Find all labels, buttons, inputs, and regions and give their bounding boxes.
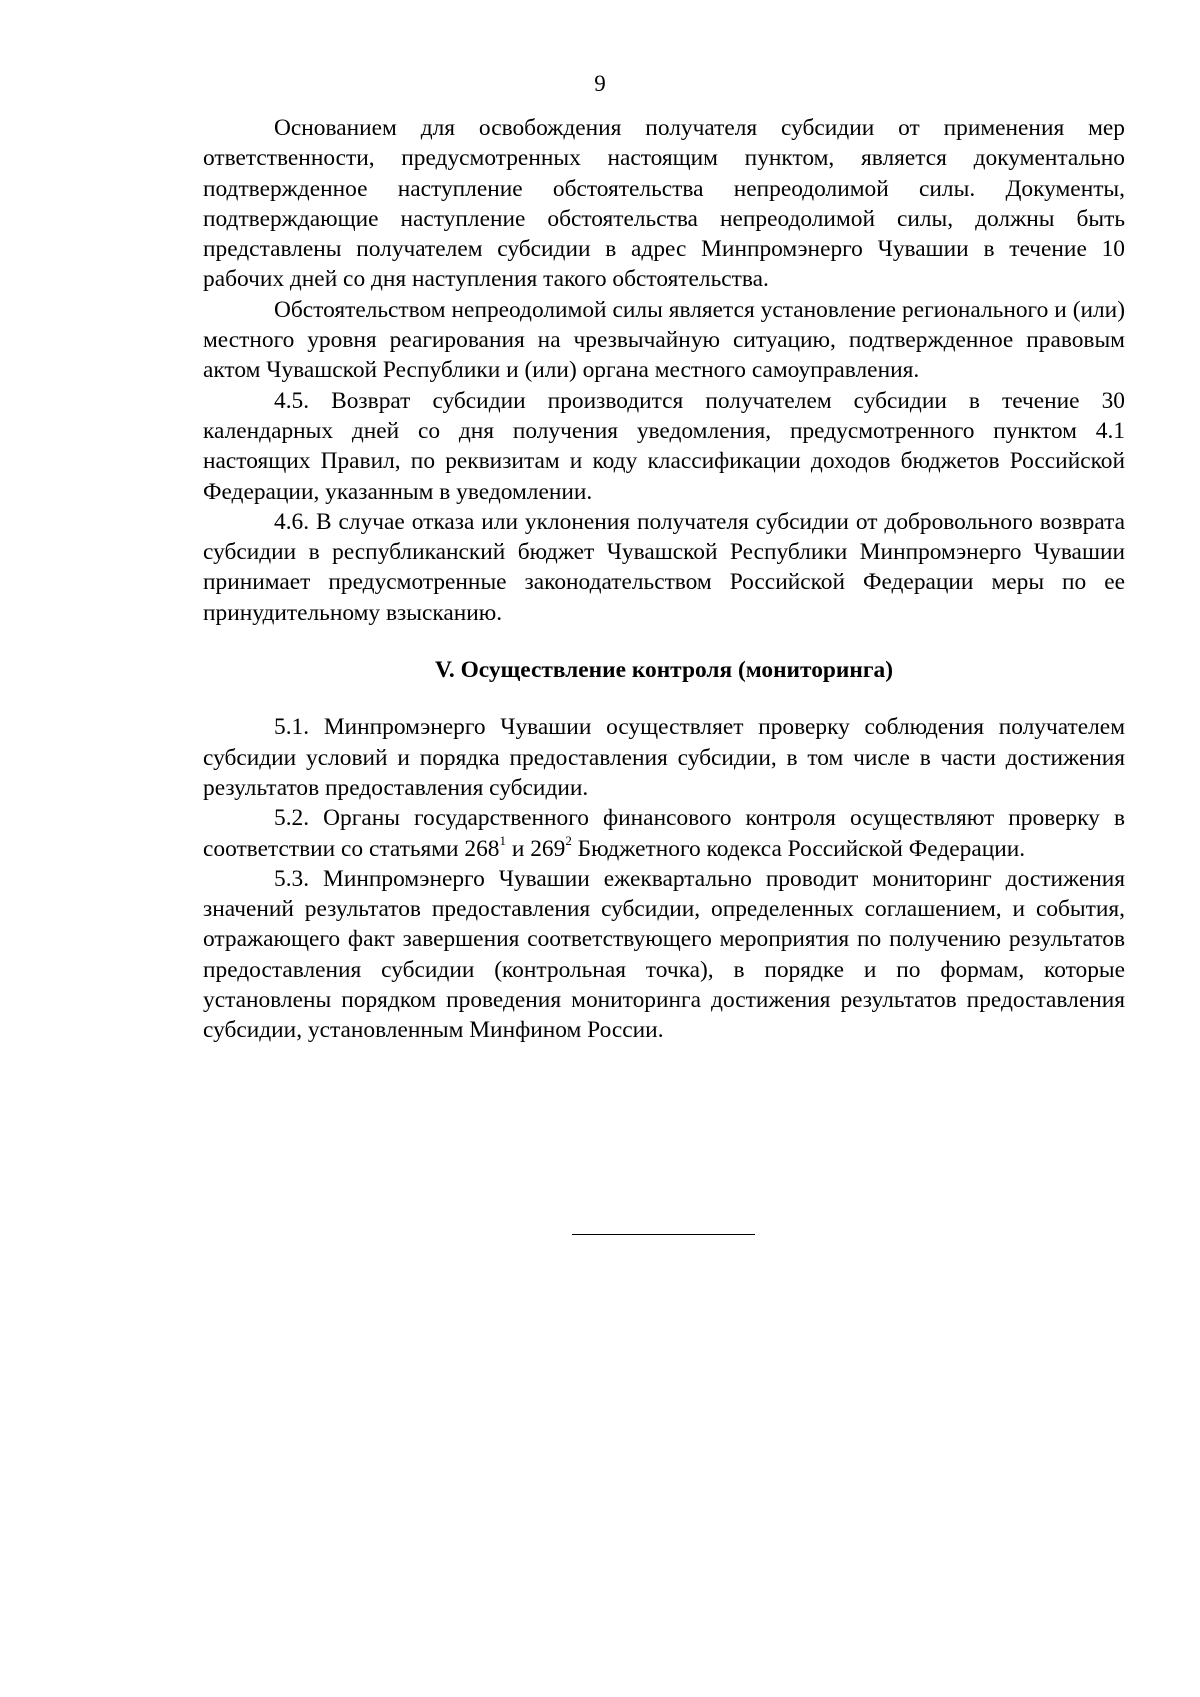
paragraph-5-2-text-middle: и 269 [506,835,566,862]
paragraph-4-5: 4.5. Возврат субсидии производится получателем субсидии в течение 30 календарных дней со дня получения уведомления, предусмотренного пунктом 4.1 настоящих Правил, по реквизитам и коду классификации доходов бюджетов Российской Федерации, указанным в уведомлении. [203,387,1125,505]
paragraph-5-2-text-start: 5.2. Органы государственного финансового контроля осуществляют проверку в соответствии со статьями 268 [203,805,1125,862]
section-title-monitoring: V. Осуществление контроля (мониторинга) [435,657,893,684]
paragraph-5-2-text-end: Бюджетного кодекса Российской Федерации. [571,835,1026,862]
end-of-document-rule [572,1234,755,1235]
paragraph-5-3: 5.3. Минпромэнерго Чувашии ежеквартально проводит мониторинг достижения значений результатов предоставления субсидии, определенных соглашением, и события, отражающего факт завершения соответствующего мероприятия по получению результатов предоставления субсидии (контрольная точка), в порядке и по формам, которые установлены порядком проведения мониторинга достижения результатов предоставления субсидии, установленным Минфином России. [203,865,1125,1044]
page-number: 9 [594,71,606,96]
paragraph-5-1: 5.1. Минпромэнерго Чувашии осуществляет проверку соблюдения получателем субсидии условий и порядка предоставления субсидии, в том числе в части достижения результатов предоставления субсидии. [203,714,1125,801]
footnote-superscript-1: 1 [499,832,507,848]
document-body [203,113,1125,1046]
paragraph-force-majeure-exemption: Основанием для освобождения получателя субсидии от применения мер ответственности, предусмотренных настоящим пунктом, является документально подтвержденное наступление обстоятельства непреодолимой силы. Документы, подтверждающие наступление обстоятельства непреодолимой силы, должны быть представлены получателем субсидии в адрес Минпромэнерго Чувашии в течение 10 рабочих дней со дня наступления такого обстоятельства. [203,115,1125,293]
paragraph-force-majeure-definition: Обстоятельством непреодолимой силы является установление регионального и (или) местного уровня реагирования на чрезвычайную ситуацию, подтвержденное правовым актом Чувашской Республики и (или) органа местного самоуправления. [203,296,1125,384]
section-spacer [203,685,1125,712]
paragraph-5-2 [203,803,1125,864]
footnote-superscript-2: 2 [565,832,572,848]
paragraph-4-6: 4.6. В случае отказа или уклонения получателя субсидии от добровольного возврата субсидии в республиканский бюджет Чувашской Республики Минпромэнерго Чувашии принимает предусмотренные законодательством Российской Федерации меры по ее принудительному взысканию. [203,508,1125,626]
